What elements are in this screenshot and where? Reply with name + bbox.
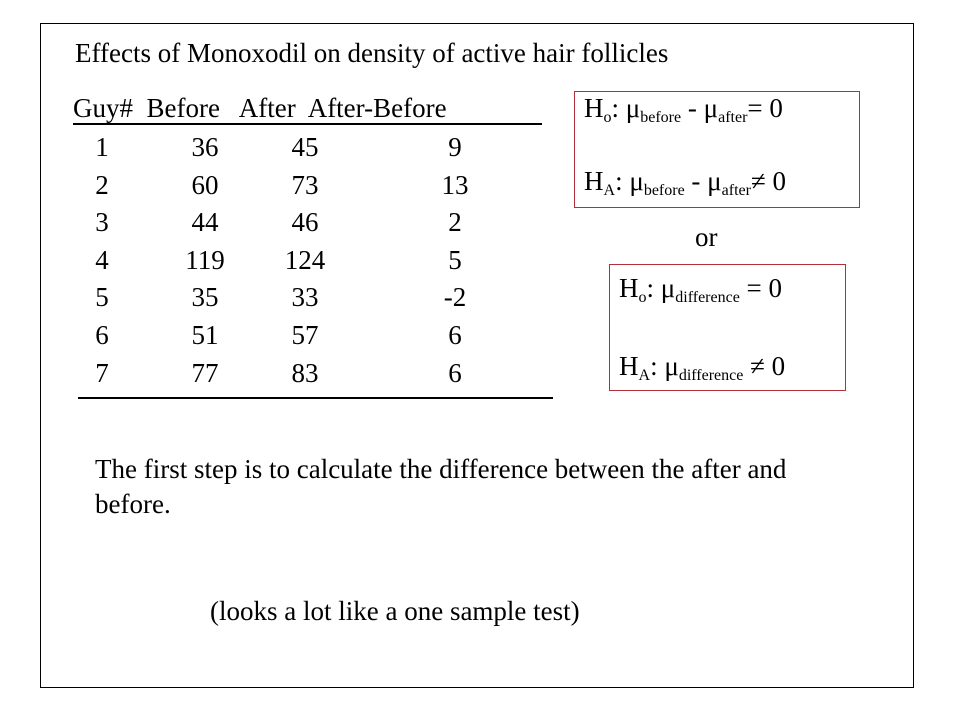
cell-after: 45 xyxy=(291,132,319,162)
h-subscript: A xyxy=(603,182,616,199)
mu-symbol: μ xyxy=(660,273,676,303)
cell-difference: 13 xyxy=(441,169,469,200)
mu-symbol: μ xyxy=(629,166,644,196)
mu-subscript-before: before xyxy=(640,109,682,126)
cell-guy: 4 xyxy=(95,244,109,275)
cell-difference: 6 xyxy=(448,320,462,350)
cell-after: 57 xyxy=(291,320,319,350)
alt-hypothesis-1 xyxy=(584,166,786,200)
cell-after: 124 xyxy=(284,244,326,275)
or-label: or xyxy=(695,222,718,252)
table-header-text xyxy=(73,93,553,124)
cell-guy: 5 xyxy=(95,282,109,313)
mu-symbol: μ xyxy=(703,93,719,123)
header-underline xyxy=(73,123,542,125)
table-row xyxy=(0,358,600,395)
mu-subscript-after: after xyxy=(721,182,751,199)
table-header-line: Guy# Before After After-Before xyxy=(73,93,447,123)
cell-guy: 7 xyxy=(95,357,109,388)
alt-hypothesis-2 xyxy=(619,351,785,385)
colon: : xyxy=(650,351,665,381)
null-hypothesis-1 xyxy=(584,93,783,127)
mu-subscript-difference: difference xyxy=(678,367,744,384)
mu-subscript-after: after xyxy=(718,109,748,126)
mu-symbol: μ xyxy=(625,93,641,123)
not-equals-zero: ≠ 0 xyxy=(750,166,787,196)
cell-difference: 2 xyxy=(448,207,462,238)
cell-before: 119 xyxy=(185,244,225,275)
cell-after: 46 xyxy=(291,207,319,238)
table-bottom-rule xyxy=(78,397,553,399)
h-subscript: o xyxy=(603,109,612,126)
cell-difference: 5 xyxy=(448,244,462,275)
table-row xyxy=(0,207,600,244)
not-equals-zero: ≠ 0 xyxy=(743,351,786,381)
note-text: (looks a lot like a one sample test) xyxy=(210,596,580,626)
cell-after: 83 xyxy=(291,357,319,388)
h-symbol: H xyxy=(619,351,639,381)
mu-subscript-before: before xyxy=(643,182,685,199)
explanation-text: The first step is to calculate the difference between the after and before. xyxy=(95,454,787,519)
h-symbol: H xyxy=(584,166,604,196)
h-subscript: o xyxy=(638,289,647,306)
equals-zero: = 0 xyxy=(747,93,783,123)
cell-guy: 2 xyxy=(95,169,109,200)
h-subscript: A xyxy=(638,367,651,384)
cell-difference: 6 xyxy=(448,357,462,388)
table-row xyxy=(0,132,600,169)
table-row xyxy=(0,282,600,319)
cell-before: 35 xyxy=(191,282,219,313)
null-hypothesis-2 xyxy=(619,273,782,307)
mu-subscript-difference: difference xyxy=(675,289,740,306)
minus: - xyxy=(681,93,704,123)
h-symbol: H xyxy=(584,93,604,123)
cell-difference: -2 xyxy=(443,282,467,313)
colon: : xyxy=(615,166,630,196)
table-row xyxy=(0,245,600,282)
table-row xyxy=(0,320,600,357)
h-symbol: H xyxy=(619,273,639,303)
cell-after: 33 xyxy=(291,282,319,313)
mu-symbol: μ xyxy=(664,351,679,381)
cell-before: 51 xyxy=(191,320,219,350)
cell-before: 77 xyxy=(191,357,219,388)
table-row xyxy=(0,170,600,207)
slide-title: Effects of Monoxodil on density of active hair follicles xyxy=(75,38,669,68)
cell-guy: 1 xyxy=(95,132,109,162)
cell-guy: 3 xyxy=(95,207,109,238)
cell-before: 44 xyxy=(191,207,219,238)
mu-symbol: μ xyxy=(707,166,722,196)
colon: : xyxy=(646,273,661,303)
minus: - xyxy=(684,166,708,196)
cell-difference: 9 xyxy=(448,132,462,162)
cell-before: 60 xyxy=(191,169,219,200)
cell-before: 36 xyxy=(191,132,219,162)
cell-guy: 6 xyxy=(95,320,109,350)
cell-after: 73 xyxy=(291,169,319,200)
colon: : xyxy=(611,93,626,123)
equals-zero: = 0 xyxy=(739,273,783,303)
